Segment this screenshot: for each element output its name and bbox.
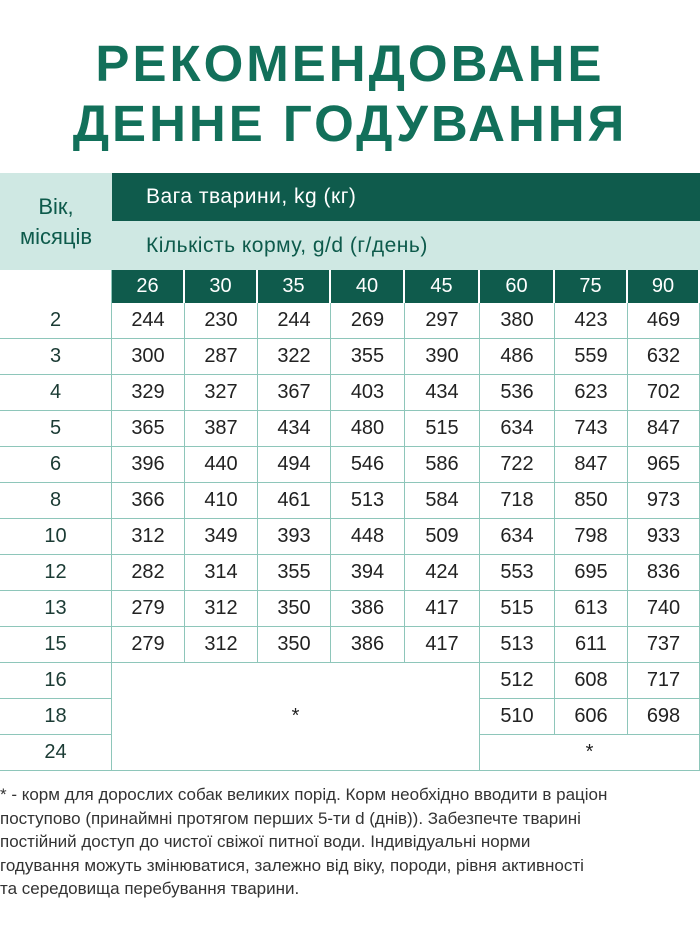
value-cell: 973 (628, 483, 700, 519)
value-cell: 634 (480, 411, 555, 447)
value-cell: 509 (405, 519, 480, 555)
weight-cell: 90 (628, 270, 700, 303)
value-cell: 608 (555, 663, 628, 699)
value-cell: 836 (628, 555, 700, 591)
value-cell: 312 (185, 627, 258, 663)
age-header-line2: місяців (19, 223, 93, 249)
value-cell: 722 (480, 447, 555, 483)
value-cell: 623 (555, 375, 628, 411)
merged-cell-small-breeds (112, 663, 480, 771)
value-cell: 486 (480, 339, 555, 375)
value-cell: 387 (185, 411, 258, 447)
age-cell: 24 (0, 735, 112, 771)
age-header (0, 173, 112, 270)
value-cell: 698 (628, 699, 700, 735)
value-cell: 355 (258, 555, 331, 591)
weight-cell: 26 (112, 270, 185, 303)
merged-cell-large-breeds (480, 735, 700, 771)
value-cell: 417 (405, 627, 480, 663)
value-cell: 695 (555, 555, 628, 591)
value-cell: 403 (331, 375, 405, 411)
weight-cell: 45 (405, 270, 480, 303)
value-cell: 386 (331, 627, 405, 663)
value-cell: 367 (258, 375, 331, 411)
page-title-line2: ДЕННЕ ГОДУВАННЯ (72, 95, 628, 152)
value-cell: 480 (331, 411, 405, 447)
value-cell: 312 (112, 519, 185, 555)
value-cell: 586 (405, 447, 480, 483)
value-cell: 737 (628, 627, 700, 663)
age-cell: 12 (0, 555, 112, 591)
age-cell: 13 (0, 591, 112, 627)
value-cell: 510 (480, 699, 555, 735)
value-cell: 314 (185, 555, 258, 591)
age-cell: 8 (0, 483, 112, 519)
value-cell: 269 (331, 303, 405, 339)
value-cell: 380 (480, 303, 555, 339)
value-cell: 244 (258, 303, 331, 339)
value-cell: 244 (112, 303, 185, 339)
footnote-line: годування можуть змінюватися, залежно від віку, породи, рівня активності (0, 855, 584, 875)
weight-cell: 35 (258, 270, 331, 303)
value-cell: 513 (331, 483, 405, 519)
value-cell: 743 (555, 411, 628, 447)
weight-cell: 60 (480, 270, 555, 303)
asterisk-mark: * (291, 705, 300, 727)
value-cell: 448 (331, 519, 405, 555)
value-cell: 611 (555, 627, 628, 663)
value-cell: 847 (628, 411, 700, 447)
value-cell: 546 (331, 447, 405, 483)
value-cell: 355 (331, 339, 405, 375)
value-cell: 559 (555, 339, 628, 375)
value-cell: 632 (628, 339, 700, 375)
value-cell: 513 (480, 627, 555, 663)
value-cell: 312 (185, 591, 258, 627)
value-cell: 553 (480, 555, 555, 591)
value-cell: 965 (628, 447, 700, 483)
value-cell: 469 (628, 303, 700, 339)
age-cell: 2 (0, 303, 112, 339)
value-cell: 850 (555, 483, 628, 519)
value-cell: 365 (112, 411, 185, 447)
value-cell: 933 (628, 519, 700, 555)
value-cell: 350 (258, 627, 331, 663)
value-cell: 718 (480, 483, 555, 519)
value-cell: 393 (258, 519, 331, 555)
value-cell: 440 (185, 447, 258, 483)
age-cell: 15 (0, 627, 112, 663)
weight-header: Вага тварини, kg (кг) (112, 173, 700, 221)
value-cell: 606 (555, 699, 628, 735)
value-cell: 434 (258, 411, 331, 447)
value-cell: 798 (555, 519, 628, 555)
age-header-line1: Вік, (38, 193, 74, 219)
value-cell: 717 (628, 663, 700, 699)
age-col-spacer (0, 270, 112, 303)
value-cell: 396 (112, 447, 185, 483)
value-cell: 322 (258, 339, 331, 375)
age-cell: 18 (0, 699, 112, 735)
value-cell: 434 (405, 375, 480, 411)
value-cell: 350 (258, 591, 331, 627)
age-cell: 6 (0, 447, 112, 483)
weight-cell: 75 (555, 270, 628, 303)
value-cell: 390 (405, 339, 480, 375)
page-title-line1: РЕКОМЕНДОВАНЕ (95, 35, 605, 92)
value-cell: 424 (405, 555, 480, 591)
value-cell: 297 (405, 303, 480, 339)
value-cell: 282 (112, 555, 185, 591)
value-cell: 461 (258, 483, 331, 519)
footnote-line: та середовища перебування тварини. (0, 879, 300, 898)
value-cell: 613 (555, 591, 628, 627)
value-cell: 230 (185, 303, 258, 339)
age-cell: 16 (0, 663, 112, 699)
value-cell: 279 (112, 591, 185, 627)
footnote-line: поступово (принаймні протягом перших 5-ти d (днів)). Забезпечте тварині (0, 808, 581, 828)
age-cell: 4 (0, 375, 112, 411)
value-cell: 287 (185, 339, 258, 375)
value-cell: 515 (480, 591, 555, 627)
value-cell: 394 (331, 555, 405, 591)
asterisk-mark: * (585, 741, 594, 763)
footnote-line: постійний доступ до чистої свіжої питної води. Індивідуальні норми (0, 832, 531, 851)
age-cell: 10 (0, 519, 112, 555)
value-cell: 512 (480, 663, 555, 699)
value-cell: 423 (555, 303, 628, 339)
value-cell: 366 (112, 483, 185, 519)
value-cell: 740 (628, 591, 700, 627)
value-cell: 584 (405, 483, 480, 519)
value-cell: 536 (480, 375, 555, 411)
value-cell: 410 (185, 483, 258, 519)
footnote-line: * - корм для дорослих собак великих порід. Корм необхідно вводити в раціон (0, 785, 608, 804)
value-cell: 349 (185, 519, 258, 555)
footnote (0, 783, 700, 901)
value-cell: 847 (555, 447, 628, 483)
amount-header: Кількість корму, g/d (г/день) (112, 221, 700, 270)
value-cell: 634 (480, 519, 555, 555)
weight-cell: 40 (331, 270, 405, 303)
value-cell: 417 (405, 591, 480, 627)
value-cell: 279 (112, 627, 185, 663)
value-cell: 329 (112, 375, 185, 411)
value-cell: 300 (112, 339, 185, 375)
value-cell: 702 (628, 375, 700, 411)
value-cell: 494 (258, 447, 331, 483)
value-cell: 515 (405, 411, 480, 447)
age-cell: 5 (0, 411, 112, 447)
value-cell: 327 (185, 375, 258, 411)
age-cell: 3 (0, 339, 112, 375)
value-cell: 386 (331, 591, 405, 627)
weight-cell: 30 (185, 270, 258, 303)
